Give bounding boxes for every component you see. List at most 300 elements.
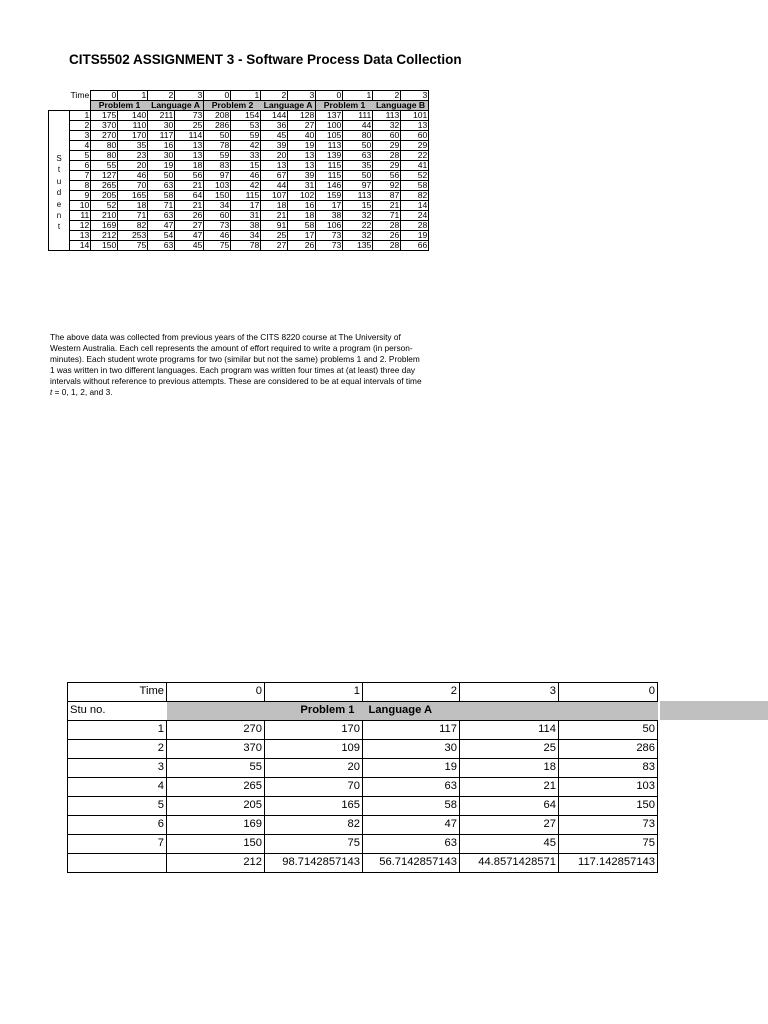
student-axis-label <box>49 111 70 251</box>
student-vertical-label <box>49 111 69 233</box>
group-header-row <box>68 702 658 721</box>
effort-cell: 28 <box>373 221 401 231</box>
effort-cell: 107 <box>261 191 288 201</box>
data-description-tail: = 0, 1, 2, and 3. <box>52 387 113 398</box>
effort-cell: 73 <box>316 231 343 241</box>
effort-cell: 82 <box>401 191 429 201</box>
effort-cell: 31 <box>288 181 316 191</box>
effort-cell: 73 <box>316 241 343 251</box>
effort-cell: 137 <box>316 111 343 121</box>
effort-cell: 56 <box>373 171 401 181</box>
effort-cell: 270 <box>91 131 118 141</box>
effort-cell: 60 <box>401 131 429 141</box>
effort-cell: 80 <box>91 141 118 151</box>
effort-cell: 63 <box>148 181 175 191</box>
effort-cell: 139 <box>316 151 343 161</box>
effort-cell: 73 <box>204 221 231 231</box>
effort-cell: 22 <box>401 151 429 161</box>
effort-cell: 170 <box>118 131 148 141</box>
table-row <box>49 201 429 211</box>
time-value: 3 <box>175 91 204 101</box>
student-number: 12 <box>70 221 91 231</box>
effort-cell: 270 <box>167 721 265 740</box>
time-value: 0 <box>316 91 343 101</box>
effort-cell: 47 <box>175 231 204 241</box>
student-number: 3 <box>70 131 91 141</box>
effort-cell: 110 <box>118 121 148 131</box>
effort-cell: 50 <box>343 171 373 181</box>
effort-cell: 78 <box>231 241 261 251</box>
effort-cell: 59 <box>231 131 261 141</box>
effort-cell: 13 <box>175 151 204 161</box>
effort-cell: 38 <box>316 211 343 221</box>
student-label-letter: d <box>56 188 62 198</box>
effort-cell: 47 <box>363 816 460 835</box>
effort-cell: 50 <box>204 131 231 141</box>
effort-cell: 44 <box>343 121 373 131</box>
effort-cell: 71 <box>148 201 175 211</box>
effort-cell: 23 <box>118 151 148 161</box>
time-value: 0 <box>91 91 118 101</box>
effort-cell: 75 <box>559 835 658 854</box>
student-number: 2 <box>70 121 91 131</box>
effort-cell: 103 <box>204 181 231 191</box>
effort-cell: 114 <box>460 721 559 740</box>
time-value: 1 <box>118 91 148 101</box>
effort-cell: 80 <box>343 131 373 141</box>
subset-table <box>67 682 658 873</box>
effort-cell: 70 <box>265 778 363 797</box>
effort-cell: 128 <box>288 111 316 121</box>
student-number: 7 <box>68 835 167 854</box>
effort-cell: 16 <box>148 141 175 151</box>
effort-cell: 27 <box>288 121 316 131</box>
empty-cell <box>68 854 167 873</box>
effort-cell: 101 <box>401 111 429 121</box>
table-row <box>68 759 658 778</box>
effort-cell: 27 <box>175 221 204 231</box>
effort-cell: 66 <box>401 241 429 251</box>
effort-cell: 205 <box>167 797 265 816</box>
effort-cell: 16 <box>288 201 316 211</box>
effort-cell: 265 <box>167 778 265 797</box>
effort-cell: 20 <box>265 759 363 778</box>
problem-label: Problem 1 <box>265 702 363 721</box>
effort-cell: 80 <box>91 151 118 161</box>
effort-cell: 52 <box>91 201 118 211</box>
effort-cell: 34 <box>204 201 231 211</box>
effort-cell: 18 <box>118 201 148 211</box>
time-value: 1 <box>265 683 363 702</box>
effort-cell: 140 <box>118 111 148 121</box>
effort-cell: 17 <box>288 231 316 241</box>
effort-cell: 41 <box>401 161 429 171</box>
effort-cell: 73 <box>175 111 204 121</box>
effort-cell: 39 <box>288 171 316 181</box>
empty-header-cell <box>167 702 265 721</box>
effort-cell: 18 <box>288 211 316 221</box>
table-row <box>68 778 658 797</box>
student-label-letter: u <box>56 176 62 186</box>
effort-cell: 115 <box>316 171 343 181</box>
effort-cell: 56 <box>175 171 204 181</box>
effort-cell: 75 <box>118 241 148 251</box>
table-row <box>49 231 429 241</box>
effort-cell: 92 <box>373 181 401 191</box>
effort-cell: 20 <box>261 151 288 161</box>
effort-cell: 210 <box>91 211 118 221</box>
effort-cell: 60 <box>373 131 401 141</box>
effort-cell: 102 <box>288 191 316 201</box>
stu-no-label: Stu no. <box>68 702 167 721</box>
effort-cell: 26 <box>175 211 204 221</box>
student-number: 4 <box>68 778 167 797</box>
effort-cell: 18 <box>460 759 559 778</box>
student-number: 7 <box>70 171 91 181</box>
effort-cell: 135 <box>343 241 373 251</box>
effort-cell: 63 <box>363 778 460 797</box>
effort-cell: 64 <box>175 191 204 201</box>
student-number: 4 <box>70 141 91 151</box>
table-row <box>49 161 429 171</box>
effort-cell: 55 <box>167 759 265 778</box>
table-row <box>49 211 429 221</box>
effort-cell: 58 <box>148 191 175 201</box>
data-description-text: The above data was collected from previous years of the CITS 8220 course at The University of Western Australia. Each cell represents the amount of effort required to write a program (in person-minutes). Each student wrote programs for two (similar but not the same) problems 1 and 2. Problem 1 was written in two different languages. Each program was written four times at (at least) three day intervals without reference to previous attempts. These are considered to be at equal intervals of time <box>50 332 422 387</box>
effort-cell: 19 <box>401 231 429 241</box>
effort-cell: 71 <box>118 211 148 221</box>
student-number: 5 <box>68 797 167 816</box>
time-value: 3 <box>288 91 316 101</box>
student-number: 10 <box>70 201 91 211</box>
effort-cell: 154 <box>231 111 261 121</box>
effort-cell: 63 <box>148 241 175 251</box>
effort-cell: 75 <box>265 835 363 854</box>
student-number: 13 <box>70 231 91 241</box>
effort-cell: 97 <box>204 171 231 181</box>
effort-cell: 18 <box>175 161 204 171</box>
effort-cell: 14 <box>401 201 429 211</box>
effort-cell: 46 <box>118 171 148 181</box>
effort-cell: 58 <box>288 221 316 231</box>
effort-cell: 50 <box>343 141 373 151</box>
effort-cell: 253 <box>118 231 148 241</box>
effort-cell: 105 <box>316 131 343 141</box>
table-row <box>49 191 429 201</box>
effort-cell: 19 <box>363 759 460 778</box>
empty-header-cell <box>460 702 559 721</box>
language-label: Language A <box>363 702 460 721</box>
effort-cell: 109 <box>265 740 363 759</box>
table-row <box>49 221 429 231</box>
group-language-label: Language A <box>261 101 316 111</box>
effort-cell: 54 <box>148 231 175 241</box>
time-value: 1 <box>343 91 373 101</box>
student-number: 1 <box>70 111 91 121</box>
effort-cell: 29 <box>401 141 429 151</box>
effort-cell: 370 <box>167 740 265 759</box>
effort-cell: 19 <box>288 141 316 151</box>
effort-cell: 31 <box>231 211 261 221</box>
table-row <box>68 740 658 759</box>
effort-cell: 33 <box>231 151 261 161</box>
effort-cell: 53 <box>231 121 261 131</box>
time-label: Time <box>70 90 90 101</box>
effort-cell: 25 <box>261 231 288 241</box>
table-row <box>49 121 429 131</box>
effort-cell: 27 <box>261 241 288 251</box>
effort-cell: 265 <box>91 181 118 191</box>
effort-cell: 30 <box>363 740 460 759</box>
effort-cell: 34 <box>231 231 261 241</box>
student-number: 8 <box>70 181 91 191</box>
effort-cell: 47 <box>148 221 175 231</box>
effort-cell: 91 <box>261 221 288 231</box>
effort-cell: 73 <box>559 816 658 835</box>
time-row <box>68 683 658 702</box>
effort-cell: 159 <box>316 191 343 201</box>
effort-cell: 40 <box>288 131 316 141</box>
effort-cell: 28 <box>373 151 401 161</box>
table-row <box>68 721 658 740</box>
effort-cell: 146 <box>316 181 343 191</box>
effort-cell: 150 <box>91 241 118 251</box>
effort-cell: 71 <box>373 211 401 221</box>
effort-cell: 15 <box>231 161 261 171</box>
effort-cell: 42 <box>231 141 261 151</box>
effort-cell: 42 <box>231 181 261 191</box>
time-variable: t <box>50 387 53 398</box>
average-value: 212 <box>167 854 265 873</box>
effort-cell: 20 <box>118 161 148 171</box>
effort-cell: 25 <box>175 121 204 131</box>
time-value: 3 <box>460 683 559 702</box>
effort-cell: 30 <box>148 121 175 131</box>
effort-cell: 63 <box>363 835 460 854</box>
effort-cell: 35 <box>343 161 373 171</box>
student-label-letter: t <box>57 165 61 175</box>
student-number: 3 <box>68 759 167 778</box>
effort-cell: 97 <box>343 181 373 191</box>
time-row <box>49 91 429 101</box>
effort-cell: 58 <box>401 181 429 191</box>
table-row <box>68 816 658 835</box>
student-number: 6 <box>68 816 167 835</box>
student-number: 9 <box>70 191 91 201</box>
effort-cell: 114 <box>175 131 204 141</box>
effort-cell: 22 <box>343 221 373 231</box>
effort-cell: 32 <box>373 121 401 131</box>
effort-cell: 45 <box>460 835 559 854</box>
effort-cell: 21 <box>460 778 559 797</box>
effort-cell: 26 <box>373 231 401 241</box>
time-value: 0 <box>167 683 265 702</box>
student-label-letter: t <box>57 222 61 232</box>
average-value: 56.7142857143 <box>363 854 460 873</box>
effort-cell: 38 <box>231 221 261 231</box>
effort-cell: 111 <box>343 111 373 121</box>
empty-cell <box>70 101 91 111</box>
effort-cell: 169 <box>167 816 265 835</box>
average-value: 98.7142857143 <box>265 854 363 873</box>
average-value: 117.142857143 <box>559 854 658 873</box>
student-label-letter: n <box>56 211 62 221</box>
effort-cell: 144 <box>261 111 288 121</box>
student-number: 6 <box>70 161 91 171</box>
effort-cell: 30 <box>148 151 175 161</box>
effort-cell: 75 <box>204 241 231 251</box>
effort-cell: 60 <box>204 211 231 221</box>
table-row <box>49 241 429 251</box>
effort-cell: 46 <box>231 171 261 181</box>
effort-cell: 115 <box>316 161 343 171</box>
effort-cell: 208 <box>204 111 231 121</box>
time-value: 0 <box>559 683 658 702</box>
effort-cell: 205 <box>91 191 118 201</box>
effort-cell: 21 <box>175 201 204 211</box>
student-number: 11 <box>70 211 91 221</box>
group-language-label: Language B <box>373 101 429 111</box>
effort-cell: 21 <box>261 211 288 221</box>
effort-cell: 286 <box>559 740 658 759</box>
student-label-letter: e <box>56 199 62 209</box>
effort-cell: 32 <box>343 211 373 221</box>
effort-cell: 15 <box>343 201 373 211</box>
effort-cell: 82 <box>265 816 363 835</box>
empty-cell <box>49 91 70 101</box>
effort-cell: 165 <box>118 191 148 201</box>
effort-cell: 150 <box>167 835 265 854</box>
table-row <box>49 111 429 121</box>
effort-cell: 25 <box>460 740 559 759</box>
effort-cell: 50 <box>559 721 658 740</box>
effort-cell: 29 <box>373 161 401 171</box>
effort-cell: 113 <box>343 191 373 201</box>
header-shading-extension <box>660 701 768 720</box>
effort-cell: 59 <box>204 151 231 161</box>
group-problem-label: Problem 1 <box>316 101 373 111</box>
group-problem-label: Problem 1 <box>91 101 148 111</box>
effort-cell: 64 <box>460 797 559 816</box>
table-row <box>49 171 429 181</box>
student-number: 5 <box>70 151 91 161</box>
table-row <box>68 797 658 816</box>
effort-cell: 13 <box>261 161 288 171</box>
effort-cell: 28 <box>373 241 401 251</box>
effort-cell: 46 <box>204 231 231 241</box>
effort-cell: 13 <box>175 141 204 151</box>
effort-cell: 21 <box>175 181 204 191</box>
effort-cell: 45 <box>175 241 204 251</box>
time-value: 2 <box>373 91 401 101</box>
effort-cell: 103 <box>559 778 658 797</box>
effort-cell: 106 <box>316 221 343 231</box>
effort-cell: 36 <box>261 121 288 131</box>
effort-cell: 28 <box>401 221 429 231</box>
effort-cell: 52 <box>401 171 429 181</box>
effort-cell: 127 <box>91 171 118 181</box>
effort-cell: 63 <box>343 151 373 161</box>
effort-cell: 13 <box>288 151 316 161</box>
effort-cell: 35 <box>118 141 148 151</box>
effort-cell: 117 <box>363 721 460 740</box>
effort-cell: 150 <box>559 797 658 816</box>
time-value: 2 <box>363 683 460 702</box>
group-language-label: Language A <box>148 101 204 111</box>
effort-cell: 29 <box>373 141 401 151</box>
empty-cell <box>49 101 70 111</box>
effort-cell: 150 <box>204 191 231 201</box>
effort-cell: 27 <box>460 816 559 835</box>
effort-cell: 175 <box>91 111 118 121</box>
effort-cell: 113 <box>316 141 343 151</box>
effort-cell: 50 <box>148 171 175 181</box>
effort-cell: 58 <box>363 797 460 816</box>
table-row <box>49 141 429 151</box>
effort-cell: 370 <box>91 121 118 131</box>
effort-cell: 82 <box>118 221 148 231</box>
student-number: 1 <box>68 721 167 740</box>
effort-cell: 55 <box>91 161 118 171</box>
table-row <box>49 151 429 161</box>
effort-cell: 100 <box>316 121 343 131</box>
effort-cell: 212 <box>91 231 118 241</box>
table-row <box>68 835 658 854</box>
group-problem-label: Problem 2 <box>204 101 261 111</box>
empty-header-cell <box>559 702 658 721</box>
time-label: Time <box>68 683 167 702</box>
time-value: 3 <box>401 91 429 101</box>
effort-data-table <box>48 90 429 251</box>
effort-cell: 24 <box>401 211 429 221</box>
effort-cell: 70 <box>118 181 148 191</box>
effort-cell: 45 <box>261 131 288 141</box>
effort-cell: 17 <box>231 201 261 211</box>
effort-cell: 63 <box>148 211 175 221</box>
table-row <box>49 181 429 191</box>
effort-cell: 169 <box>91 221 118 231</box>
effort-cell: 39 <box>261 141 288 151</box>
group-header-row <box>49 101 429 111</box>
average-value: 44.8571428571 <box>460 854 559 873</box>
time-value: 0 <box>204 91 231 101</box>
effort-cell: 26 <box>288 241 316 251</box>
effort-cell: 117 <box>148 131 175 141</box>
time-value: 1 <box>231 91 261 101</box>
student-number: 2 <box>68 740 167 759</box>
effort-cell: 13 <box>401 121 429 131</box>
effort-cell: 83 <box>204 161 231 171</box>
time-value: 2 <box>261 91 288 101</box>
effort-cell: 113 <box>373 111 401 121</box>
effort-cell: 78 <box>204 141 231 151</box>
effort-cell: 13 <box>288 161 316 171</box>
effort-cell: 165 <box>265 797 363 816</box>
effort-cell: 19 <box>148 161 175 171</box>
effort-cell: 67 <box>261 171 288 181</box>
effort-cell: 170 <box>265 721 363 740</box>
effort-cell: 32 <box>343 231 373 241</box>
average-row <box>68 854 658 873</box>
effort-cell: 44 <box>261 181 288 191</box>
effort-cell: 87 <box>373 191 401 201</box>
page-title: CITS5502 ASSIGNMENT 3 - Software Process Data Collection <box>69 52 462 67</box>
student-label-letter: S <box>56 154 62 163</box>
student-number: 14 <box>70 241 91 251</box>
effort-cell: 21 <box>373 201 401 211</box>
time-value: 2 <box>148 91 175 101</box>
effort-cell: 211 <box>148 111 175 121</box>
